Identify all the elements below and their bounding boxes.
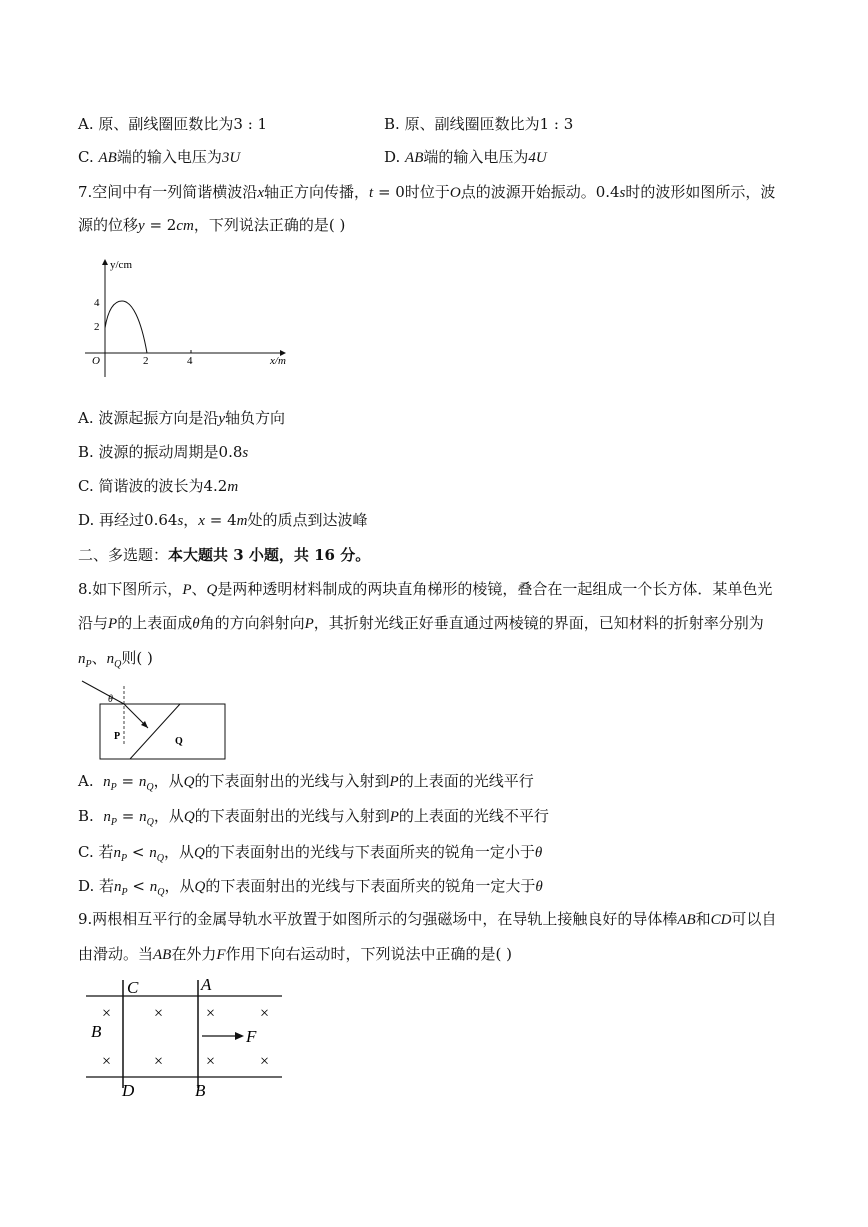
option-text: 端的输入电压为 bbox=[423, 148, 529, 166]
var: P bbox=[182, 582, 192, 598]
text: 的上表面成 bbox=[117, 614, 193, 632]
var: Q bbox=[193, 845, 205, 861]
var: n bbox=[106, 651, 115, 667]
p-label: P bbox=[114, 731, 121, 742]
q9-stem-line1 bbox=[78, 909, 777, 930]
option-label: C. bbox=[78, 148, 94, 166]
subscript: Q bbox=[157, 887, 165, 898]
option-label: B. bbox=[384, 115, 400, 133]
text: ，下列说法正确的是( ) bbox=[193, 216, 346, 234]
text: ，从 bbox=[163, 843, 194, 861]
q8-option-c bbox=[78, 842, 542, 869]
cross-icon: × bbox=[102, 1005, 112, 1022]
text: 的下表面射出的光线与入射到 bbox=[194, 807, 390, 825]
var: Q bbox=[183, 774, 195, 790]
subscript: Q bbox=[146, 782, 154, 793]
var: CD bbox=[710, 912, 732, 928]
incident-ray bbox=[82, 681, 124, 704]
q7-stem-line1 bbox=[78, 182, 775, 203]
subscript: P bbox=[110, 817, 117, 828]
section-title: 二、多选题： bbox=[78, 546, 169, 564]
label-c: C bbox=[127, 978, 139, 997]
var: P bbox=[108, 616, 118, 632]
var: cm bbox=[176, 218, 194, 234]
label-f: F bbox=[246, 1027, 257, 1046]
text: 点的波源开始振动。0.4 bbox=[460, 183, 620, 201]
relation: = bbox=[121, 772, 135, 790]
subscript: Q bbox=[156, 853, 164, 864]
text: 角的方向斜射向 bbox=[199, 614, 305, 632]
text: ，从 bbox=[153, 772, 184, 790]
label-b-field: B bbox=[91, 1022, 102, 1041]
text: ，其折射光线正好垂直通过两棱镜的界面，已知材料的折射率分别为 bbox=[313, 614, 764, 632]
text: C. 简谐波的波长为4.2 bbox=[78, 477, 228, 495]
relation: < bbox=[132, 877, 145, 895]
text: = 4 bbox=[204, 511, 237, 529]
option-label: A. bbox=[78, 115, 94, 133]
q8-stem-line2 bbox=[78, 613, 764, 634]
text: 和 bbox=[695, 910, 711, 928]
var: AB bbox=[153, 947, 172, 963]
var: n bbox=[103, 774, 111, 790]
var: F bbox=[216, 947, 226, 963]
text: 、 bbox=[191, 580, 207, 598]
origin-label: O bbox=[92, 355, 100, 367]
q8-stem-line1 bbox=[78, 579, 772, 600]
var-ab: AB bbox=[405, 150, 424, 166]
text: ， bbox=[183, 511, 199, 529]
var-ab: AB bbox=[98, 150, 117, 166]
relation: < bbox=[131, 843, 145, 861]
q9-rails-figure bbox=[86, 976, 286, 1100]
cross-icon: × bbox=[206, 1053, 216, 1070]
var: P bbox=[389, 774, 399, 790]
var: x bbox=[198, 513, 205, 529]
cross-icon: × bbox=[102, 1053, 112, 1070]
q-label: Q bbox=[175, 736, 183, 747]
var: θ bbox=[192, 616, 200, 632]
cross-icon: × bbox=[260, 1053, 270, 1070]
q7-option-d bbox=[78, 510, 367, 531]
text: 的下表面射出的光线与入射到 bbox=[194, 772, 390, 790]
text: 则( ) bbox=[121, 649, 153, 667]
subscript: P bbox=[121, 887, 128, 898]
option-label: D. bbox=[384, 148, 401, 166]
subscript: P bbox=[110, 782, 117, 793]
q7-option-a bbox=[78, 408, 285, 429]
relation: = bbox=[121, 807, 135, 825]
text: C. 若 bbox=[78, 843, 114, 861]
var: n bbox=[103, 809, 111, 825]
text: 的下表面射出的光线与下表面所夹的锐角一定大于 bbox=[205, 877, 536, 895]
var: Q bbox=[183, 809, 195, 825]
var: y bbox=[218, 411, 226, 427]
wave-curve bbox=[105, 301, 147, 353]
text: 沿与 bbox=[78, 614, 109, 632]
text: 时的波形如图所示，波 bbox=[625, 183, 776, 201]
cross-icon: × bbox=[206, 1005, 216, 1022]
var: t bbox=[369, 185, 374, 201]
text: = 0时位于 bbox=[373, 183, 450, 201]
text: 轴负方向 bbox=[225, 409, 286, 427]
option-text: 端的输入电压为 bbox=[116, 148, 222, 166]
var: O bbox=[449, 185, 461, 201]
text: 8.如下图所示， bbox=[78, 580, 183, 598]
text: 9.两根相互平行的金属导轨水平放置于如图所示的匀强磁场中，在导轨上接触良好的导体棒 bbox=[78, 910, 678, 928]
text: 的上表面的光线不平行 bbox=[398, 807, 549, 825]
q8-prism-figure bbox=[80, 676, 230, 766]
var: n bbox=[114, 879, 122, 895]
var: m bbox=[227, 479, 239, 495]
text: 作用下向右运动时，下列说法中正确的是( ) bbox=[225, 945, 513, 963]
var: P bbox=[389, 809, 399, 825]
prism-interface bbox=[130, 704, 180, 759]
subscript: P bbox=[85, 659, 92, 670]
var: n bbox=[149, 879, 158, 895]
q8-stem-line3 bbox=[78, 648, 153, 675]
text: 源的位移 bbox=[78, 216, 139, 234]
text: A. bbox=[78, 772, 94, 790]
text: ，从 bbox=[164, 877, 195, 895]
text: D. 若 bbox=[78, 877, 115, 895]
text: 轴正方向传播， bbox=[264, 183, 370, 201]
q7-option-b bbox=[78, 442, 248, 463]
var: θ bbox=[534, 845, 543, 861]
y-axis-label: y/cm bbox=[110, 259, 132, 271]
subscript: Q bbox=[146, 817, 154, 828]
text: = 2 bbox=[144, 216, 177, 234]
option-value: 3U bbox=[221, 150, 241, 166]
text: 由滑动。当 bbox=[78, 945, 154, 963]
section-header bbox=[78, 545, 370, 565]
var: m bbox=[236, 513, 248, 529]
var: n bbox=[138, 774, 147, 790]
cross-icon: × bbox=[154, 1053, 164, 1070]
q8-option-d bbox=[78, 876, 543, 903]
section-info: 本大题共 3 小题，共 16 分。 bbox=[168, 546, 371, 564]
var: x bbox=[257, 185, 264, 201]
q7-stem-line2 bbox=[78, 215, 345, 236]
x-tick-label: 4 bbox=[187, 355, 193, 367]
var: Q bbox=[206, 582, 218, 598]
text: ，从 bbox=[153, 807, 184, 825]
q8-option-a bbox=[78, 771, 534, 798]
q7-option-c bbox=[78, 476, 238, 497]
subscript: Q bbox=[114, 659, 122, 670]
var: P bbox=[304, 616, 314, 632]
text: B. bbox=[78, 807, 94, 825]
x-tick-label: 2 bbox=[143, 355, 149, 367]
text: A. 波源起振方向是沿 bbox=[78, 409, 219, 427]
label-a: A bbox=[201, 975, 212, 994]
option-value: 4U bbox=[528, 150, 547, 166]
cross-icon: × bbox=[260, 1005, 270, 1022]
text: 可以自 bbox=[731, 910, 777, 928]
var: s bbox=[619, 185, 626, 201]
var: AB bbox=[677, 912, 696, 928]
label-b: B bbox=[195, 1081, 206, 1100]
text: B. 波源的振动周期是0.8 bbox=[78, 443, 243, 461]
label-d: D bbox=[122, 1081, 135, 1100]
q6-option-b bbox=[384, 114, 573, 134]
text: 、 bbox=[91, 649, 107, 667]
option-text: 原、副线圈匝数比为3 : 1 bbox=[98, 115, 268, 133]
var: n bbox=[139, 809, 147, 825]
q6-option-c bbox=[78, 147, 240, 168]
var: y bbox=[138, 218, 145, 234]
q6-option-a bbox=[78, 114, 267, 134]
subscript: P bbox=[120, 853, 128, 864]
text: 在外力 bbox=[171, 945, 217, 963]
var: θ bbox=[535, 879, 543, 895]
text: 的下表面射出的光线与下表面所夹的锐角一定小于 bbox=[204, 843, 535, 861]
q6-option-d bbox=[384, 147, 547, 168]
text: D. 再经过0.64 bbox=[78, 511, 178, 529]
var: s bbox=[242, 445, 249, 461]
var: s bbox=[177, 513, 184, 529]
q9-stem-line2 bbox=[78, 944, 512, 965]
arrow-right-icon bbox=[235, 1032, 244, 1040]
option-text: 原、副线圈匝数比为1 : 3 bbox=[404, 115, 574, 133]
var: n bbox=[113, 845, 121, 861]
q8-option-b bbox=[78, 806, 549, 833]
y-tick-label: 4 bbox=[94, 297, 100, 309]
y-tick-label: 2 bbox=[94, 321, 100, 333]
var: n bbox=[149, 845, 157, 861]
theta-label: θ bbox=[108, 694, 113, 705]
var: n bbox=[78, 651, 86, 667]
var: Q bbox=[194, 879, 206, 895]
text: 的上表面的光线平行 bbox=[398, 772, 534, 790]
q7-wave-graph bbox=[80, 252, 300, 387]
x-axis-label: x/m bbox=[270, 355, 286, 367]
cross-icon: × bbox=[154, 1005, 164, 1022]
text: 处的质点到达波峰 bbox=[247, 511, 368, 529]
text: 是两种透明材料制成的两块直角梯形的棱镜，叠合在一起组成一个长方体．某单色光 bbox=[217, 580, 773, 598]
text: 7.空间中有一列简谐横波沿 bbox=[78, 183, 258, 201]
